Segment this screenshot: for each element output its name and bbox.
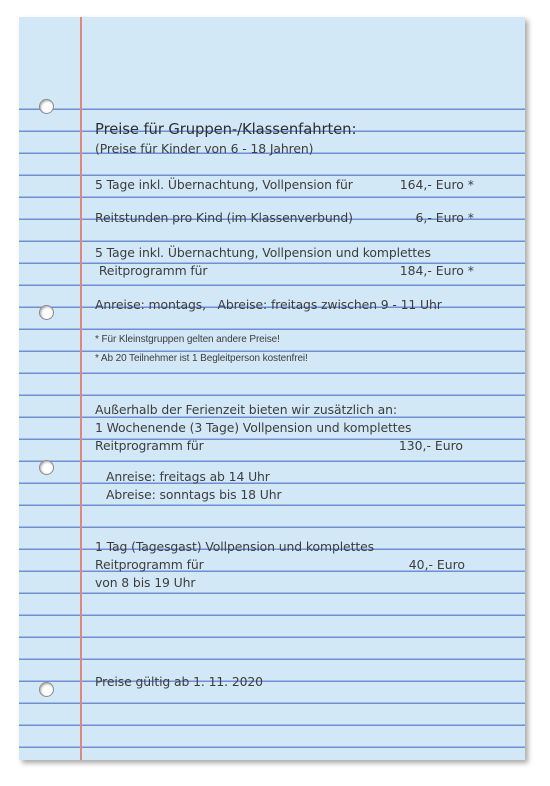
off-season-weekend-line2: Reitprogramm für bbox=[95, 438, 204, 453]
off-season-departure: Abreise: sonntags bis 18 Uhr bbox=[106, 487, 282, 502]
note-small-groups: * Für Kleinstgruppen gelten andere Preise! bbox=[95, 334, 280, 345]
offer-riding-lessons-price: 6,- Euro * bbox=[415, 210, 474, 225]
note-escort-free: * Ab 20 Teilnehmer ist 1 Begleitperson kostenfrei! bbox=[95, 353, 308, 364]
price-validity: Preise gültig ab 1. 11. 2020 bbox=[95, 674, 263, 689]
offer-five-days-full-price: 184,- Euro * bbox=[399, 263, 474, 278]
offer-five-days-price: 164,- Euro * bbox=[399, 177, 474, 192]
off-season-weekend-line1: 1 Wochenende (3 Tage) Vollpension und komplettes bbox=[95, 420, 412, 435]
off-season-weekend-price: 130,- Euro bbox=[398, 438, 463, 453]
offer-five-days-full-line1: 5 Tage inkl. Übernachtung, Vollpension und komplettes bbox=[95, 245, 431, 260]
day-guest-line1: 1 Tag (Tagesgast) Vollpension und komplettes bbox=[95, 539, 374, 554]
day-guest-hours: von 8 bis 19 Uhr bbox=[95, 575, 196, 590]
offer-five-days-full-line2: Reitprogramm für bbox=[95, 263, 208, 278]
paper-header-area bbox=[19, 17, 525, 88]
punch-hole bbox=[39, 305, 54, 320]
page-title: Preise für Gruppen-/Klassenfahrten: bbox=[95, 121, 357, 138]
punch-hole bbox=[39, 682, 54, 697]
off-season-intro: Außerhalb der Ferienzeit bieten wir zusätzlich an: bbox=[95, 402, 397, 417]
offer-riding-lessons-label: Reitstunden pro Kind (im Klassenverbund) bbox=[95, 210, 353, 225]
punch-hole bbox=[39, 460, 54, 475]
arrival-departure-text: Anreise: montags, Abreise: freitags zwischen 9 - 11 Uhr bbox=[95, 297, 442, 312]
day-guest-line2: Reitprogramm für bbox=[95, 557, 204, 572]
margin-line bbox=[80, 17, 82, 760]
page-subtitle: (Preise für Kinder von 6 - 18 Jahren) bbox=[95, 141, 314, 156]
offer-five-days-label: 5 Tage inkl. Übernachtung, Vollpension für bbox=[95, 177, 353, 192]
punch-hole bbox=[39, 99, 54, 114]
off-season-arrival: Anreise: freitags ab 14 Uhr bbox=[106, 469, 270, 484]
day-guest-price: 40,- Euro bbox=[408, 557, 465, 572]
